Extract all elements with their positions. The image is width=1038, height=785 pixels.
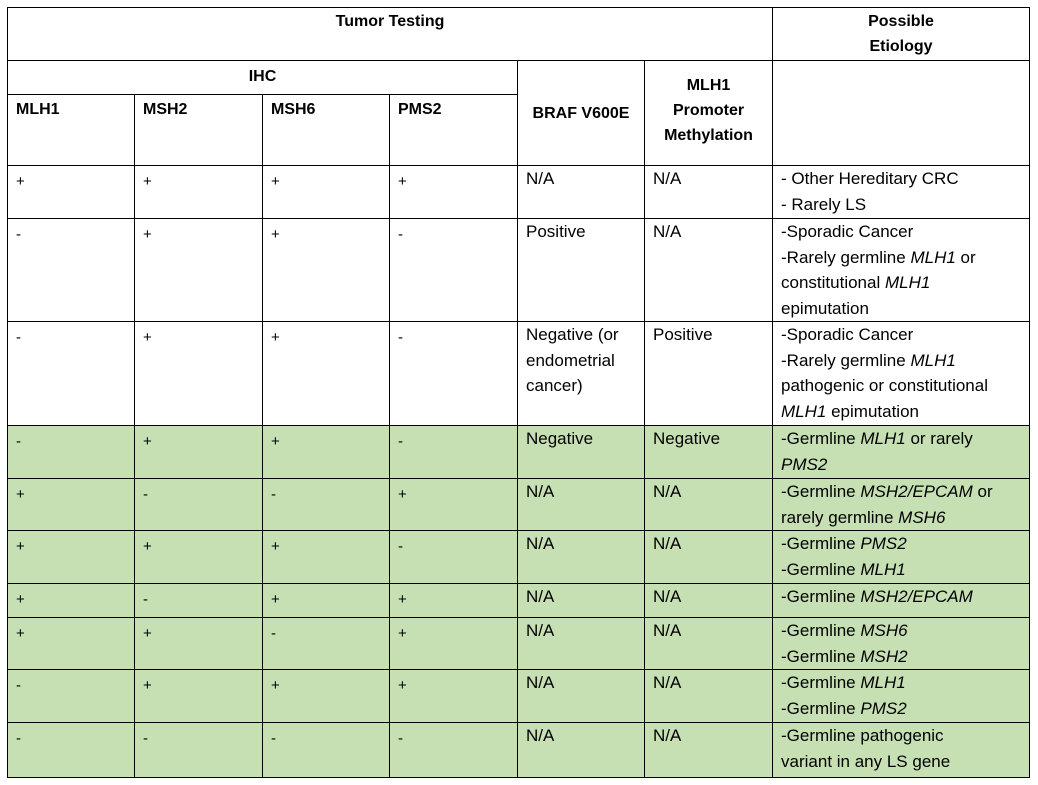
etiology-cell	[773, 670, 1030, 723]
msh2-result: -	[135, 723, 263, 778]
etiology-line	[781, 531, 1021, 557]
methylation-result: Negative	[645, 426, 773, 479]
etiology-header-blank	[773, 61, 1030, 166]
msh6-result: +	[263, 670, 390, 723]
table-row	[8, 166, 1030, 219]
msh2-result: -	[135, 584, 263, 618]
msh6-result: +	[263, 166, 390, 219]
table-row	[8, 479, 1030, 531]
table-row	[8, 670, 1030, 723]
mlh1-result: +	[8, 618, 135, 670]
braf-result: N/A	[518, 166, 645, 219]
etiology-text: -Germline pathogenic	[781, 726, 944, 745]
etiology-line	[781, 270, 1021, 296]
tumor-testing-table	[7, 7, 1030, 778]
methylation-result: N/A	[645, 531, 773, 584]
etiology-cell	[773, 219, 1030, 322]
possible-etiology-line-1: Possible	[868, 13, 934, 30]
msh6-result: -	[263, 479, 390, 531]
mlh1-promoter-header	[645, 61, 773, 166]
gene-name: MLH1	[910, 247, 956, 267]
methylation-result: N/A	[645, 479, 773, 531]
gene-name: PMS2	[860, 698, 907, 718]
gene-name: MLH1	[860, 673, 906, 692]
msh2-result: +	[135, 670, 263, 723]
gene-name: MSH6	[860, 621, 908, 640]
etiology-text: pathogenic or constitutional	[781, 376, 988, 395]
msh2-result: -	[135, 479, 263, 531]
etiology-line	[781, 749, 1021, 775]
msh2-result: +	[135, 618, 263, 670]
pms2-result: -	[390, 322, 518, 426]
methylation-result: N/A	[645, 670, 773, 723]
mlh1-result: +	[8, 531, 135, 584]
etiology-text: -Germline	[781, 429, 861, 448]
gene-name: PMS2	[781, 454, 828, 474]
gene-name: MLH1	[860, 429, 906, 448]
msh6-result: +	[263, 426, 390, 479]
mlh1-result: -	[8, 723, 135, 778]
etiology-line	[781, 584, 1021, 610]
pms2-result: -	[390, 219, 518, 322]
braf-result: N/A	[518, 723, 645, 778]
braf-result: N/A	[518, 479, 645, 531]
etiology-text: -Germline	[781, 534, 861, 553]
possible-etiology-line-2: Etiology	[869, 38, 933, 55]
etiology-text: -Germline	[781, 698, 861, 718]
ihc-col-msh2: MSH2	[135, 95, 263, 166]
gene-name: MSH2/EPCAM	[860, 587, 973, 606]
mlh1-promoter-line-2: Promoter	[672, 101, 745, 119]
etiology-line	[781, 373, 1021, 399]
braf-result: N/A	[518, 618, 645, 670]
etiology-line	[781, 192, 1021, 218]
mlh1-result: +	[8, 166, 135, 219]
pms2-result: +	[390, 670, 518, 723]
msh2-result: +	[135, 322, 263, 426]
pms2-result: +	[390, 584, 518, 618]
msh2-result: +	[135, 531, 263, 584]
etiology-text: -Sporadic Cancer	[781, 325, 914, 344]
etiology-line	[781, 557, 1021, 583]
msh6-result: +	[263, 219, 390, 322]
etiology-text: variant in any LS gene	[781, 751, 951, 771]
braf-result: Negative (or endometrial cancer)	[518, 322, 645, 426]
msh2-result: +	[135, 219, 263, 322]
etiology-text: -Rarely germline	[781, 247, 911, 267]
etiology-line	[781, 219, 1021, 245]
mlh1-promoter-line-3: Methylation	[664, 126, 753, 144]
msh6-result: +	[263, 584, 390, 618]
ihc-col-mlh1: MLH1	[8, 95, 135, 166]
etiology-cell	[773, 322, 1030, 426]
etiology-text: -Sporadic Cancer	[781, 222, 914, 241]
gene-name: MLH1	[860, 559, 906, 579]
gene-name: MSH2	[860, 646, 908, 666]
ihc-col-msh6: MSH6	[263, 95, 390, 166]
methylation-result: N/A	[645, 219, 773, 322]
etiology-text: or	[972, 482, 993, 501]
etiology-cell	[773, 426, 1030, 479]
pms2-result: -	[390, 531, 518, 584]
possible-etiology-header	[773, 8, 1030, 61]
etiology-line	[781, 644, 1021, 670]
table-row	[8, 723, 1030, 778]
etiology-text: -Germline	[781, 673, 861, 692]
etiology-cell	[773, 618, 1030, 670]
methylation-result: N/A	[645, 723, 773, 778]
ihc-header: IHC	[8, 61, 518, 95]
mlh1-result: -	[8, 426, 135, 479]
etiology-line	[781, 348, 1021, 374]
etiology-text: -Germline	[781, 482, 861, 501]
pms2-result: +	[390, 479, 518, 531]
etiology-line	[781, 426, 1021, 452]
table-row	[8, 618, 1030, 670]
braf-result: Negative	[518, 426, 645, 479]
etiology-text: -Rarely germline	[781, 350, 911, 370]
etiology-text: or rarely	[905, 429, 973, 448]
etiology-line	[781, 322, 1021, 348]
etiology-cell	[773, 584, 1030, 618]
etiology-line	[781, 399, 1021, 425]
table-row	[8, 426, 1030, 479]
braf-result: Positive	[518, 219, 645, 322]
mlh1-result: -	[8, 322, 135, 426]
msh6-result: +	[263, 531, 390, 584]
etiology-cell	[773, 479, 1030, 531]
etiology-text: - Other Hereditary CRC	[781, 169, 959, 188]
braf-result: N/A	[518, 531, 645, 584]
etiology-text: -Germline	[781, 559, 861, 579]
gene-name: MSH2/EPCAM	[860, 482, 973, 501]
mlh1-promoter-line-1: MLH1	[686, 76, 731, 94]
braf-result: N/A	[518, 584, 645, 618]
mlh1-result: +	[8, 479, 135, 531]
msh6-result: -	[263, 618, 390, 670]
etiology-cell	[773, 723, 1030, 778]
etiology-line	[781, 696, 1021, 722]
etiology-line	[781, 723, 1021, 749]
etiology-line	[781, 618, 1021, 644]
methylation-result: Positive	[645, 322, 773, 426]
etiology-text: - Rarely LS	[781, 194, 867, 214]
pms2-result: +	[390, 166, 518, 219]
braf-result: N/A	[518, 670, 645, 723]
methylation-result: N/A	[645, 584, 773, 618]
table-row	[8, 531, 1030, 584]
pms2-result: +	[390, 618, 518, 670]
etiology-text: -Germline	[781, 621, 861, 640]
etiology-text: epimutation	[826, 401, 919, 421]
gene-name: MLH1	[781, 401, 827, 421]
etiology-text: -Germline	[781, 587, 861, 606]
etiology-text: epimutation	[781, 298, 869, 318]
etiology-line	[781, 505, 1021, 531]
gene-name: MSH6	[898, 507, 946, 527]
methylation-result: N/A	[645, 166, 773, 219]
mlh1-result: +	[8, 584, 135, 618]
methylation-result: N/A	[645, 618, 773, 670]
etiology-line	[781, 670, 1021, 696]
etiology-line	[781, 479, 1021, 505]
table-row	[8, 219, 1030, 322]
etiology-line	[781, 296, 1021, 322]
etiology-text: rarely germline	[781, 507, 899, 527]
etiology-cell	[773, 531, 1030, 584]
msh6-result: +	[263, 322, 390, 426]
tumor-testing-header: Tumor Testing	[8, 8, 773, 61]
table-row	[8, 584, 1030, 618]
ihc-col-pms2: PMS2	[390, 95, 518, 166]
gene-name: MLH1	[910, 350, 956, 370]
etiology-cell	[773, 166, 1030, 219]
etiology-text: -Germline	[781, 646, 861, 666]
etiology-line	[781, 245, 1021, 271]
etiology-line	[781, 452, 1021, 478]
pms2-result: -	[390, 426, 518, 479]
gene-name: PMS2	[860, 534, 907, 553]
table-row	[8, 322, 1030, 426]
etiology-line	[781, 166, 1021, 192]
etiology-text: constitutional	[781, 273, 885, 292]
msh2-result: +	[135, 426, 263, 479]
mlh1-result: -	[8, 670, 135, 723]
msh6-result: -	[263, 723, 390, 778]
gene-name: MLH1	[884, 273, 931, 292]
pms2-result: -	[390, 723, 518, 778]
mlh1-result: -	[8, 219, 135, 322]
msh2-result: +	[135, 166, 263, 219]
braf-header: BRAF V600E	[518, 61, 645, 166]
etiology-text: or	[955, 247, 976, 267]
